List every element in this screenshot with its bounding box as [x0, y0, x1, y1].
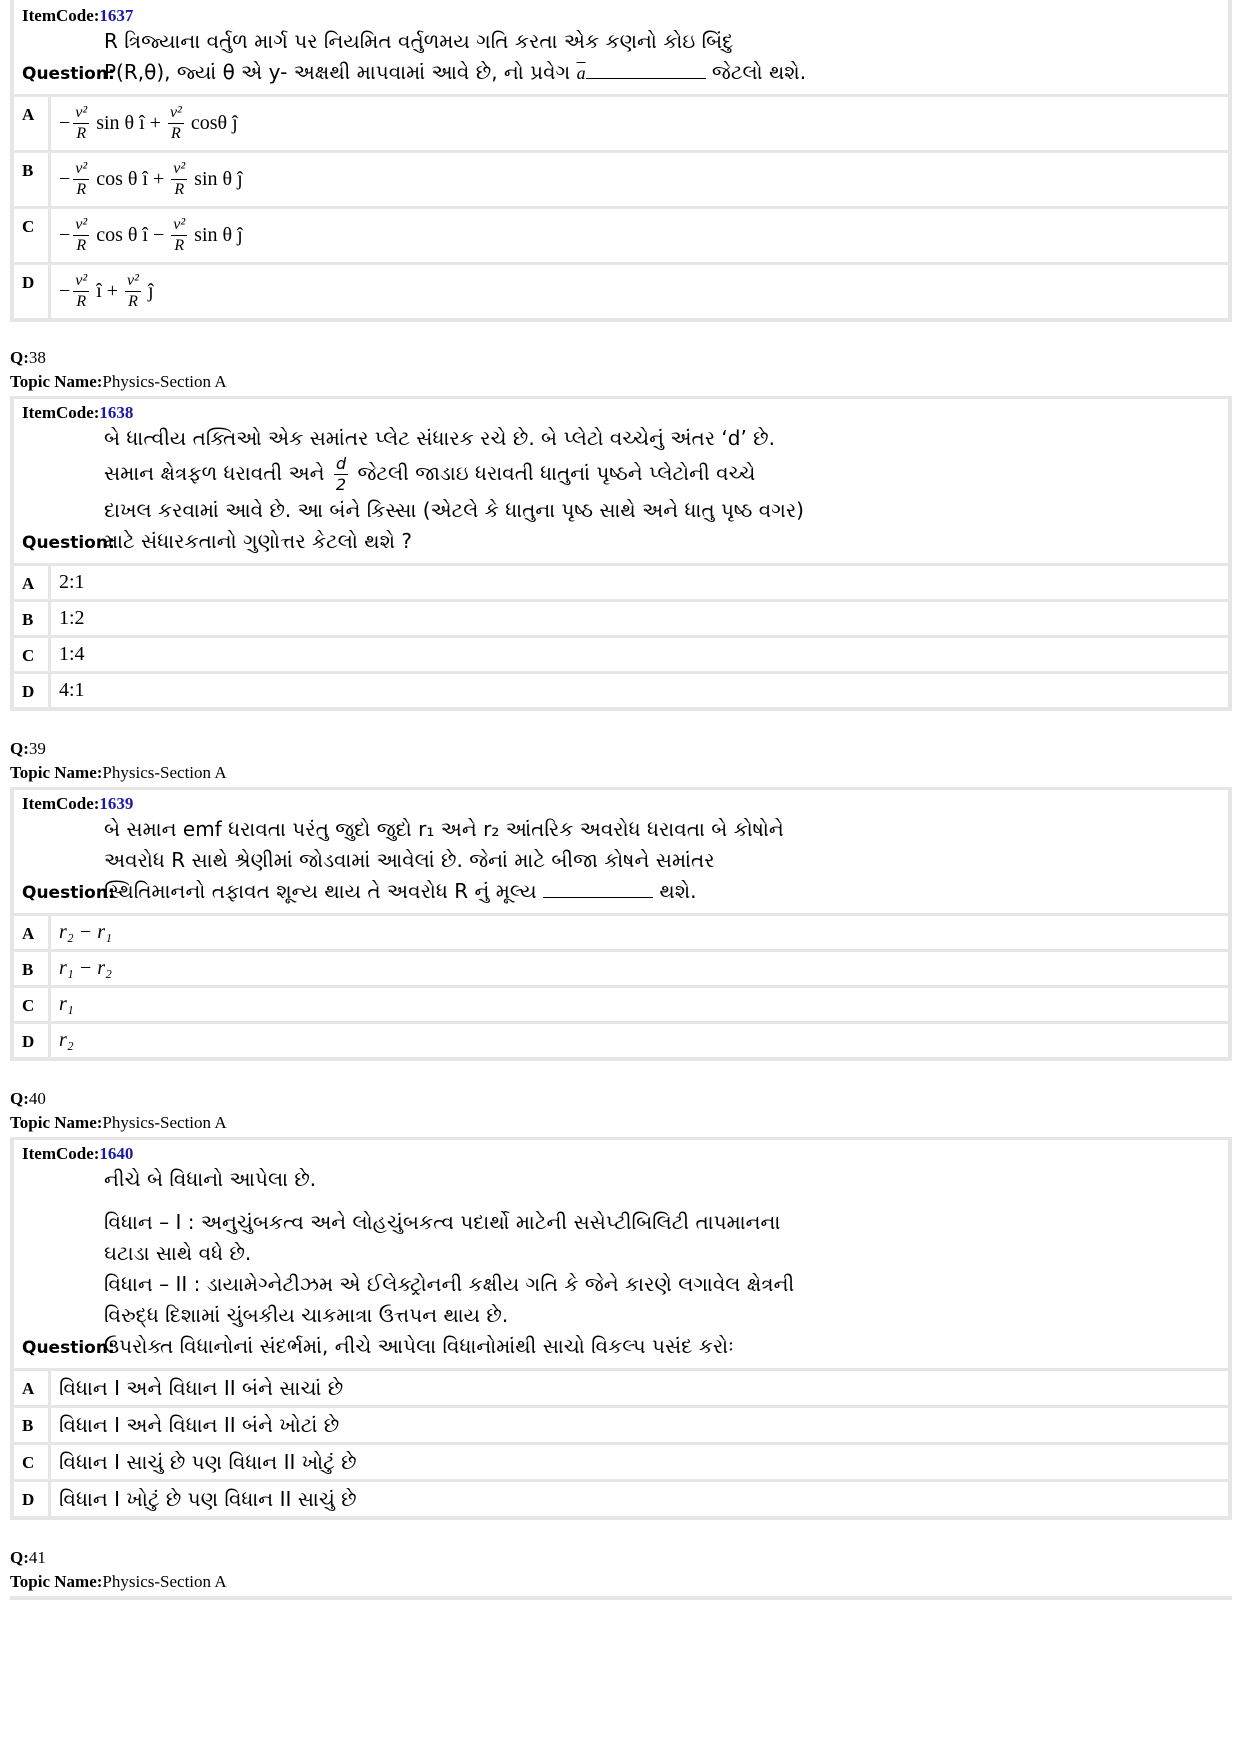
option-row[interactable] [14, 262, 1228, 318]
denominator: R [76, 237, 87, 254]
option-row[interactable] [14, 1479, 1228, 1516]
option-value [51, 153, 251, 206]
question-38-header: Q:38 Topic Name:Physics-Section A [10, 348, 227, 391]
term: î + [96, 280, 119, 302]
option-row[interactable] [14, 671, 1228, 707]
option-value: 1:4 [59, 643, 85, 665]
option-letter: C [14, 209, 51, 262]
option-value: વિધાન I ખોટું છે પણ વિધાન II સાચું છે [59, 1487, 357, 1511]
option-letter: D [14, 1024, 51, 1057]
term: cos θ î + [96, 168, 165, 190]
option-letter: B [14, 952, 51, 985]
question-38-item [10, 396, 1232, 711]
fraction [171, 215, 187, 256]
fraction [125, 271, 141, 312]
term: cosθ ĵ [190, 112, 238, 134]
sign: − [59, 224, 71, 246]
option-row[interactable] [14, 563, 1228, 599]
question-40-item [10, 1137, 1232, 1520]
question-page [10, 0, 1232, 1600]
option-row[interactable] [14, 1021, 1228, 1057]
numerator: v² [73, 215, 89, 236]
option-row[interactable] [14, 150, 1228, 206]
numerator: v² [171, 159, 187, 180]
denominator: R [174, 181, 185, 198]
fraction [73, 271, 89, 312]
option-value: વિધાન I અને વિધાન II બંને સાચાં છે [59, 1376, 344, 1400]
option-letter: C [14, 1445, 51, 1479]
sign: − [59, 112, 71, 134]
option-letter: C [14, 988, 51, 1021]
numerator: v² [73, 159, 89, 180]
option-row[interactable] [14, 1368, 1228, 1405]
option-value: 1:2 [59, 607, 85, 629]
question-37-item [10, 0, 1232, 322]
term: sin θ ĵ [194, 224, 243, 246]
sign: − [59, 280, 71, 302]
question-37-box [14, 0, 1228, 94]
option-letter: D [14, 1482, 51, 1516]
fraction [73, 215, 89, 256]
item-code: ItemCode:1640 [22, 1144, 134, 1163]
question-40-box [14, 1140, 1228, 1368]
fraction [73, 103, 89, 144]
question-40-options [14, 1368, 1228, 1516]
numerator: v² [73, 103, 89, 124]
question-text: R ત્રિજ્યાના વર્તુળ માર્ગ પર નિયમિત વર્તુળમય ગતિ કરતા એક કણનો કોઇ બિંદુ Question:P(R,θ), જ્યાં θ એ y- અક્ષથી માપવામાં આવે છે, નો પ્રવેગ $\overline{a}$ જેટલો થશે. [22, 29, 807, 84]
option-letter: B [14, 1408, 51, 1442]
option-letter: A [14, 566, 51, 599]
denominator: R [76, 125, 87, 142]
numerator: v² [125, 271, 141, 292]
option-row[interactable] [14, 599, 1228, 635]
denominator: R [171, 125, 181, 142]
option-value [51, 209, 251, 262]
option-value: r₁ − r₂ [59, 957, 112, 979]
denominator: R [76, 181, 87, 198]
question-41-item-top [10, 1596, 1232, 1600]
term: ĵ [147, 280, 154, 302]
option-letter: B [14, 602, 51, 635]
item-code: ItemCode:1637 [22, 6, 134, 25]
option-letter: A [14, 97, 51, 150]
item-code: ItemCode:1638 [22, 403, 134, 422]
option-row[interactable] [14, 949, 1228, 985]
numerator: v² [73, 271, 89, 292]
numerator: v² [168, 103, 184, 124]
question-39-options [14, 913, 1228, 1057]
term: sin θ ĵ [194, 168, 243, 190]
option-letter: C [14, 638, 51, 671]
fraction [73, 159, 89, 200]
option-value: વિધાન I અને વિધાન II બંને ખોટાં છે [59, 1413, 340, 1437]
question-text: નીચે બે વિધાનો આપેલા છે. વિધાન – I : અનુચુંબકત્વ અને લોહચુંબકત્વ પદાર્થો માટેની સસેપ્ટીબિલિટી તાપમાનના ઘટાડા સાથે વધે છે. વિધાન – II : ડાયામેગ્નેટીઝમ એ ઈલેક્ટ્રોનની કક્ષીય ગતિ કે જેને કારણે લગાવેલ ક્ષેત્રની વિરુદ્ધ દિશામાં ચુંબકીય ચાકમાત્રા ઉત્તપન થાય છે. Question:ઉપરોક્ત વિધાનોનાં સંદર્ભમાં, નીચે આપેલા વિધાનોમાંથી સાચો વિકલ્પ પસંદ કરોઃ [22, 1167, 795, 1358]
option-value: વિધાન I સાચું છે પણ વિધાન II ખોટું છે [59, 1450, 357, 1474]
sign: − [59, 168, 71, 190]
denominator: R [174, 237, 185, 254]
option-row[interactable] [14, 635, 1228, 671]
question-37-options [14, 94, 1228, 318]
fraction [171, 159, 187, 200]
question-39-header: Q:39 Topic Name:Physics-Section A [10, 739, 227, 782]
option-value: r₂ − r₁ [59, 921, 112, 943]
option-row[interactable] [14, 913, 1228, 949]
numerator: v² [171, 215, 187, 236]
denominator: R [128, 293, 138, 310]
option-row[interactable] [14, 1442, 1228, 1479]
option-value: r₁ [59, 993, 74, 1015]
option-value: r₂ [59, 1029, 74, 1051]
option-letter: A [14, 1371, 51, 1405]
question-39-box [14, 790, 1228, 913]
term: cos θ î − [96, 224, 165, 246]
fraction [168, 103, 184, 144]
option-row[interactable] [14, 206, 1228, 262]
option-value: 2:1 [59, 571, 85, 593]
question-39-item [10, 787, 1232, 1061]
question-41-header: Q:41 Topic Name:Physics-Section A [10, 1548, 227, 1591]
option-row[interactable] [14, 94, 1228, 150]
term: sin θ î + [96, 112, 161, 134]
question-text: બે સમાન emf ધરાવતા પરંતુ જુદો જુદો r₁ અને r₂ આંતરિક અવરોધ ધરાવતા બે કોષોને અવરોધ R સાથે શ્રેણીમાં જોડવામાં આવેલાં છે. જેનાં માટે બીજા કોષને સમાંતર Question:સ્થિતિમાનનો તફાવત શૂન્ય થાય તે અવરોધ R નું મૂલ્ય થશે. [22, 817, 784, 903]
option-value [51, 265, 162, 318]
denominator: R [76, 293, 87, 310]
question-38-box [14, 399, 1228, 563]
option-value [51, 97, 246, 150]
item-code: ItemCode:1639 [22, 794, 134, 813]
option-letter: D [14, 265, 51, 318]
option-row[interactable] [14, 985, 1228, 1021]
question-text: બે ધાત્વીય તક્તિઓ એક સમાંતર પ્લેટ સંધારક રચે છે. બે પ્લેટો વચ્ચેનું અંતર ‘d’ છે. સમાન ક્ષેત્રફળ ધરાવતી અને $\frac{d}{2}$ જેટલી જાડાઇ ધરાવતી ધાતુનાં પૃષ્ઠને પ્લેટોની વચ્ચે દાખલ કરવામાં આવે છે. આ બંને કિસ્સા (એટલે કે ધાતુના પૃષ્ઠ સાથે અને ધાતુ પૃષ્ઠ વગર) Question:માટે સંધારકતાનો ગુણોત્તર કેટલો થશે ? [22, 426, 804, 553]
question-40-header: Q:40 Topic Name:Physics-Section A [10, 1089, 227, 1132]
option-row[interactable] [14, 1405, 1228, 1442]
question-38-options [14, 563, 1228, 707]
fraction: $\frac{d}{2}$ [335, 454, 347, 494]
option-letter: A [14, 916, 51, 949]
option-letter: D [14, 674, 51, 707]
option-value: 4:1 [59, 679, 85, 701]
option-letter: B [14, 153, 51, 206]
